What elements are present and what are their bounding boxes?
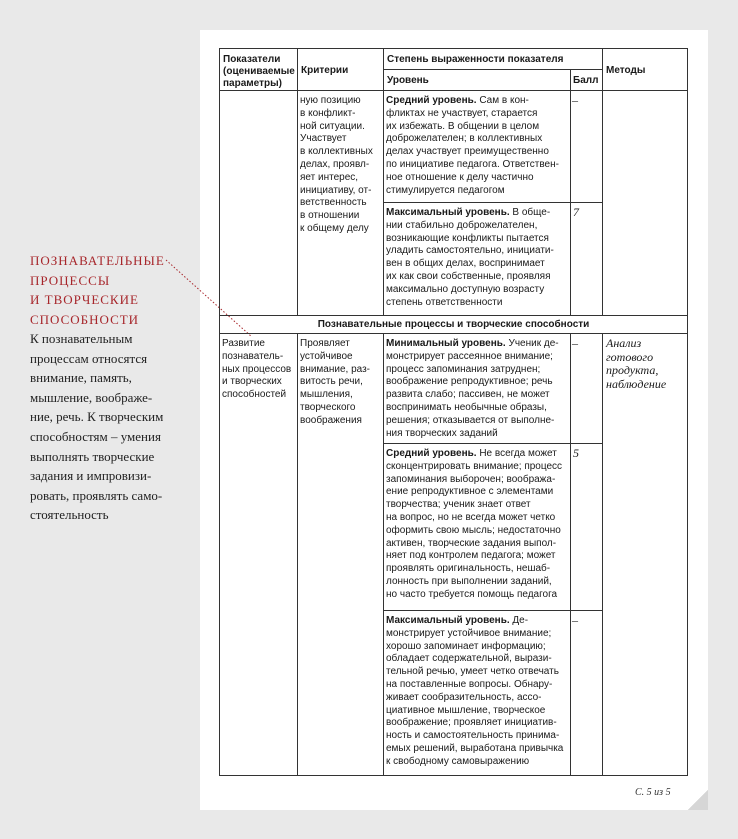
- table-rule: [383, 49, 384, 315]
- indicator-line: способностей: [222, 389, 287, 401]
- level-text: В обще-: [512, 207, 551, 218]
- level-line: фликтах не участвует, старается: [386, 107, 538, 119]
- score-value: –: [572, 336, 578, 350]
- level-cell-maximum: [386, 615, 563, 769]
- score-value: 5: [573, 446, 579, 460]
- level-line: их избежать. В общении в целом: [386, 120, 540, 132]
- level-line: ния творческих заданий: [386, 427, 498, 439]
- level-cell-average: [386, 95, 559, 197]
- margin-heading-line: И ТВОРЧЕСКИЕ: [30, 292, 139, 307]
- level-line: возникающие конфликты пытается: [386, 232, 549, 244]
- margin-note: [30, 329, 190, 525]
- level-line: решения; отказывается от выполне-: [386, 414, 555, 426]
- level-line: их как свои собственные, проявляя: [386, 270, 551, 282]
- criteria-line: делах, проявл-: [300, 158, 370, 170]
- margin-note-line: внимание, память,: [30, 370, 132, 386]
- header-indicators-line: параметры): [223, 78, 282, 89]
- table-rule: [220, 333, 687, 334]
- header-methods: Методы: [606, 65, 646, 76]
- level-line: но часто требуется помощь педагога: [386, 588, 558, 600]
- table-rule: [220, 315, 687, 316]
- criteria-line: в отношении: [300, 210, 360, 222]
- indicator-line: познаватель-: [222, 350, 284, 362]
- level-line: воображение репродуктивное; речь: [386, 376, 553, 388]
- level-line: уладить самостоятельно, инициати-: [386, 245, 554, 257]
- criteria-cell: [300, 95, 373, 236]
- level-line: делах участвует преимущественно: [386, 146, 549, 158]
- level-line: развита слабо; пассивен, не может: [386, 389, 550, 401]
- criteria-line: внимание, раз-: [300, 363, 371, 375]
- indicator-line: Развитие: [222, 338, 265, 349]
- criteria-line: яет интерес,: [300, 171, 359, 183]
- level-line: ение репродуктивное с элементами: [386, 486, 554, 498]
- level-text: Ученик де-: [508, 338, 559, 349]
- level-title: Максимальный уровень.: [386, 207, 510, 218]
- level-line: воспринимать необычные образы,: [386, 401, 547, 413]
- criteria-line: инициативу, от-: [300, 184, 372, 196]
- level-line: хорошо запоминает информацию;: [386, 640, 546, 652]
- criteria-line: мышления,: [300, 389, 353, 401]
- criteria-line: устойчивое: [300, 350, 353, 362]
- criteria-cell: [300, 338, 370, 428]
- method-line: готового: [606, 349, 654, 364]
- table-rule: [297, 49, 298, 315]
- criteria-line: к общему делу: [300, 222, 369, 234]
- methods-cell: [606, 337, 666, 391]
- margin-note-line: выполнять творческие: [30, 448, 155, 464]
- criteria-line: ветственность: [300, 197, 367, 209]
- level-line: стимулируется педагогом: [386, 184, 505, 196]
- level-line: активен, творческие задания выпол-: [386, 537, 557, 549]
- level-line: лонность при выполнении заданий,: [386, 575, 552, 587]
- method-line: Анализ: [606, 336, 642, 350]
- criteria-line: ную позицию: [300, 95, 361, 106]
- header-indicators-line: (оцениваемые: [223, 66, 295, 77]
- level-line: монстрирует рассеянное внимание;: [386, 350, 553, 362]
- indicator-cell: [222, 338, 291, 402]
- criteria-line: Проявляет: [300, 338, 350, 349]
- level-cell-minimum: [386, 338, 559, 440]
- criteria-line: витость речи,: [300, 376, 363, 388]
- level-line: вен в общих делах, воспринимает: [386, 258, 545, 270]
- level-line: циативное мышление, творческое: [386, 704, 546, 716]
- margin-note-line: процессам относятся: [30, 350, 148, 366]
- level-text: Сам в кон-: [479, 95, 529, 106]
- table-rule: [297, 333, 298, 776]
- table-rule: [570, 69, 571, 315]
- level-title: Минимальный уровень.: [386, 338, 506, 349]
- margin-note-line: мышление, воображе-: [30, 389, 153, 405]
- criteria-line: творческого: [300, 401, 356, 413]
- margin-note-line: К познавательным: [30, 331, 133, 346]
- table-rule: [602, 333, 603, 776]
- level-line: доброжелателен; в коллективных: [386, 133, 543, 145]
- level-text: Не всегда может: [479, 448, 557, 459]
- table-rule: [220, 90, 687, 91]
- header-indicators-line: Показатели: [223, 54, 281, 65]
- score-value: 7: [573, 205, 579, 219]
- indicator-line: ных процессов: [222, 363, 292, 375]
- criteria-line: в коллективных: [300, 146, 373, 158]
- header-score: Балл: [573, 75, 599, 86]
- level-line: сконцентрировать внимание; процесс: [386, 460, 563, 472]
- margin-heading: [30, 251, 180, 329]
- margin-heading-line: СПОСОБНОСТИ: [30, 311, 140, 327]
- level-line: тельной речью, умеет четко отвечать: [386, 666, 559, 678]
- header-indicators: [223, 54, 295, 90]
- level-line: оформить свою мысль; недостаточно: [386, 524, 561, 536]
- header-criteria: Критерии: [301, 65, 349, 76]
- level-line: процесс запоминания затруднен;: [386, 363, 541, 375]
- margin-note-line: стоятельность: [30, 507, 109, 523]
- header-level: Уровень: [387, 75, 429, 86]
- level-line: степень ответственности: [386, 296, 503, 308]
- level-line: ность и самостоятельность принима-: [386, 730, 560, 742]
- level-line: обладает содержательной, вырази-: [386, 653, 552, 665]
- level-line: воображение; проявляет инициатив-: [386, 717, 557, 729]
- level-line: к свободному самовыражению: [386, 755, 530, 767]
- margin-note-line: задания и импровизи-: [30, 468, 152, 484]
- level-cell-average: [386, 448, 562, 602]
- table-rule: [602, 49, 603, 315]
- level-cell-maximum: [386, 207, 554, 309]
- level-text: Де-: [512, 615, 529, 626]
- page-number: С. 5 из 5: [635, 787, 671, 798]
- level-line: монстрирует устойчивое внимание;: [386, 627, 552, 639]
- level-title: Средний уровень.: [386, 448, 477, 459]
- margin-heading-line: ПРОЦЕССЫ: [30, 272, 111, 288]
- level-line: няет под контролем педагога; может: [386, 550, 556, 562]
- score-value: –: [572, 93, 578, 107]
- level-line: на вопрос, но не всегда может четко: [386, 511, 556, 523]
- margin-note-line: ровать, проявлять само-: [30, 487, 163, 503]
- level-title: Максимальный уровень.: [386, 615, 510, 626]
- level-line: проявлять оригинальность, нешаб-: [386, 563, 551, 575]
- indicator-line: и творческих: [222, 376, 282, 388]
- level-line: живает сообразительность, ассо-: [386, 691, 542, 703]
- criteria-line: ной ситуации.: [300, 120, 365, 132]
- margin-note-line: способностям – умения: [30, 428, 161, 444]
- level-title: Средний уровень.: [386, 95, 477, 106]
- level-line: емых решений, выработана привычка: [386, 742, 564, 754]
- criteria-line: в конфликт-: [300, 107, 356, 119]
- level-line: ное отношение к делу частично: [386, 171, 534, 183]
- level-line: нии стабильно доброжелателен,: [386, 219, 538, 231]
- level-line: по инициативе педагога. Ответствен-: [386, 158, 559, 170]
- section-title: Познавательные процессы и творческие способности: [317, 319, 590, 330]
- table-rule: [570, 333, 571, 776]
- criteria-line: воображения: [300, 414, 362, 426]
- level-line: на поставленные вопросы. Обнару-: [386, 678, 553, 690]
- level-line: творчества; ученик знает ответ: [386, 499, 531, 511]
- header-degree: Степень выраженности показателя: [387, 54, 564, 65]
- margin-note-line: ние, речь. К творческим: [30, 409, 164, 425]
- level-line: запоминания выборочен; вообража-: [386, 473, 556, 485]
- method-line: продукта,: [606, 363, 659, 377]
- criteria-line: Участвует: [300, 133, 347, 145]
- margin-heading-line: ПОЗНАВАТЕЛЬНЫЕ: [30, 253, 165, 268]
- method-line: наблюдение: [606, 376, 667, 391]
- score-value: –: [572, 613, 578, 627]
- table-rule: [383, 333, 384, 776]
- level-line: максимально доступную возрасту: [386, 283, 545, 295]
- assessment-table: [219, 48, 688, 776]
